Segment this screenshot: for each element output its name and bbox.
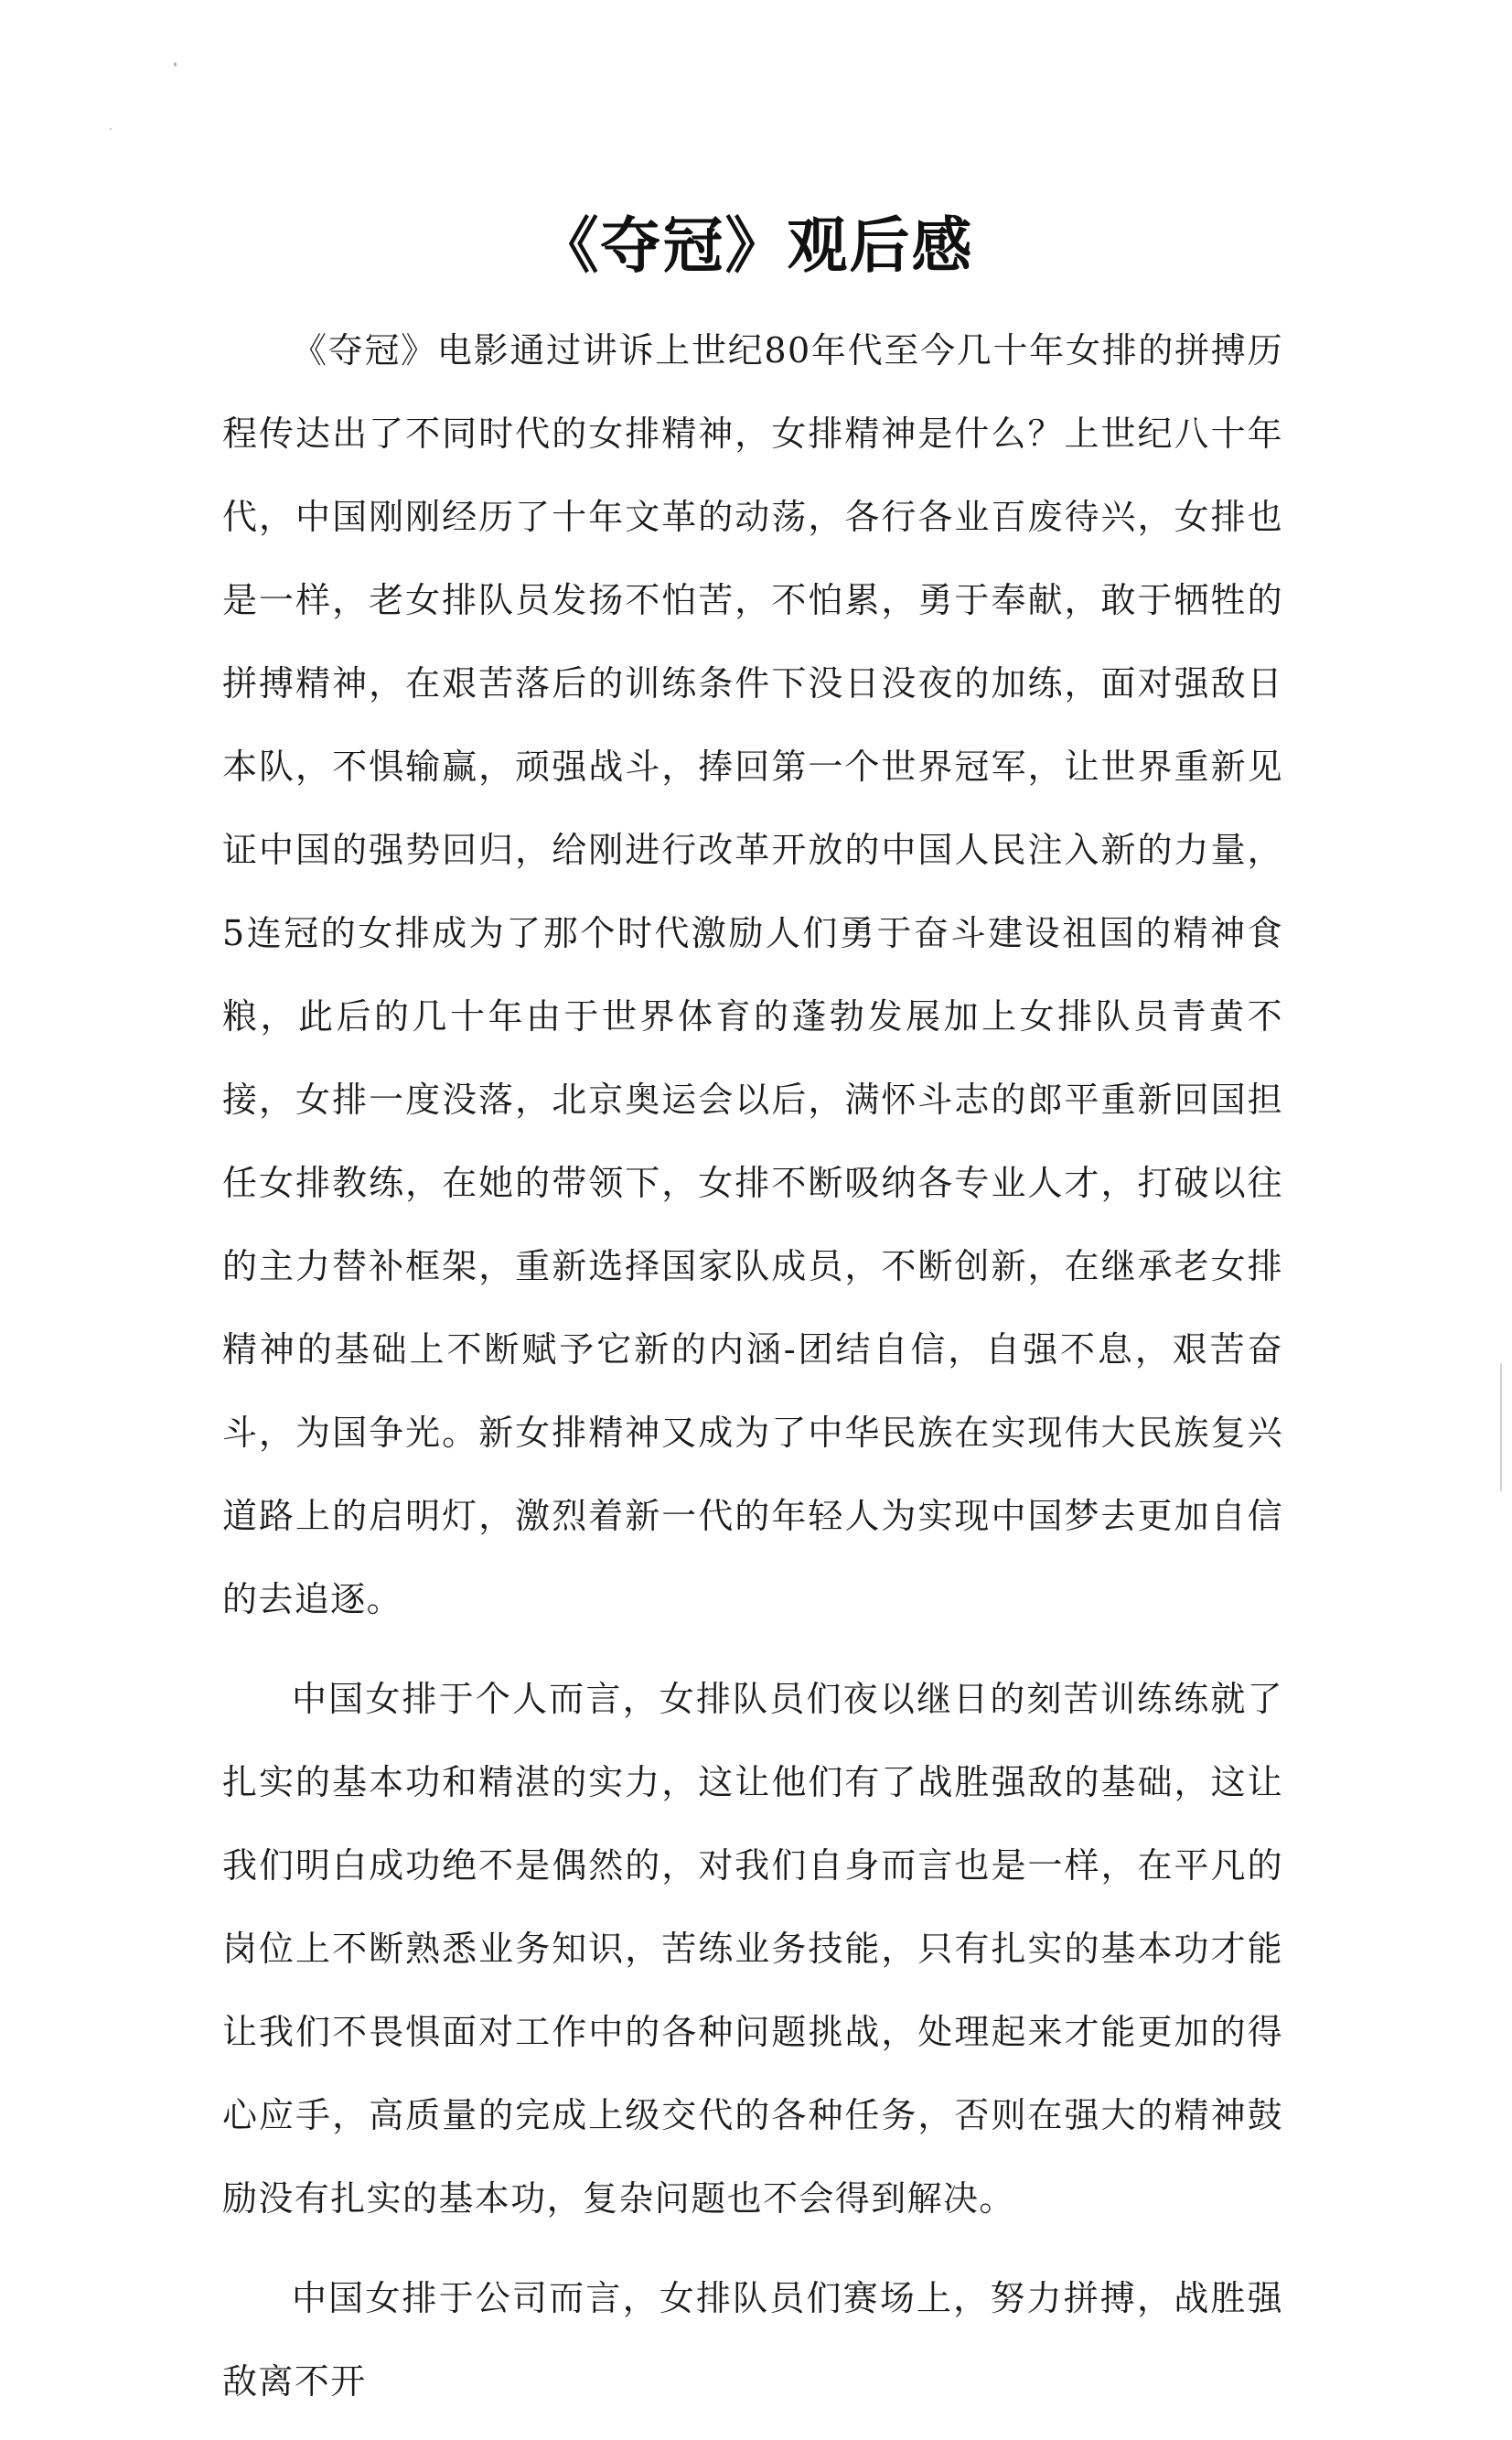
scan-speck: [174, 62, 177, 67]
paragraph: 中国女排于公司而言，女排队员们赛场上，努力拼搏，战胜强敌离不开: [222, 2278, 1283, 2402]
scan-speck: [110, 128, 112, 130]
paragraph: 《夺冠》电影通过讲诉上世纪80年代至今几十年女排的拼搏历程传达出了不同时代的女排精神，女排精神是什么？上世纪八十年代，中国刚刚经历了十年文革的动荡，各行各业百废待兴，女排也是一样，老女排队员发扬不怕苦，不怕累，勇于奉献，敢于牺牲的拼搏精神，在艰苦落后的训练条件下没日没夜的加练，面对强敌日本队，不惧输赢，顽强战斗，捧回第一个世界冠军，让世界重新见证中国的强势回归，给刚进行改革开放的中国人民注入新的力量，5连冠的女排成为了那个时代激励人们勇于奋斗建设祖国的精神食粮，此后的几十年由于世界体育的蓬勃发展加上女排队员青黄不接，女排一度没落，北京奥运会以后，满怀斗志的郎平重新回国担任女排教练，在她的带领下，女排不断吸纳各专业人才，打破以往的主力替补框架，重新选择国家队成员，不断创新，在继承老女排精神的基础上不断赋予它新的内涵-团结自信，自强不息，艰苦奋斗，为国争光。新女排精神又成为了中华民族在实现伟大民族复兴道路上的启明灯，激烈着新一代的年轻人为实现中国梦去更加自信的去追逐。: [222, 330, 1283, 1619]
paragraph: 中国女排于个人而言，女排队员们夜以继日的刻苦训练练就了扎实的基本功和精湛的实力，这让他们有了战胜强敌的基础，这让我们明白成功绝不是偶然的，对我们自身而言也是一样，在平凡的岗位上不断熟悉业务知识，苦练业务技能，只有扎实的基本功才能让我们不畏惧面对工作中的各种问题挑战，处理起来才能更加的得心应手，高质量的完成上级交代的各种任务，否则在强大的精神鼓励没有扎实的基本功，复杂问题也不会得到解决。: [222, 1679, 1283, 2219]
document-body: [222, 309, 1283, 2440]
scan-edge-mark: [1500, 1363, 1502, 1491]
page-title: 《夺冠》观后感: [538, 210, 974, 281]
